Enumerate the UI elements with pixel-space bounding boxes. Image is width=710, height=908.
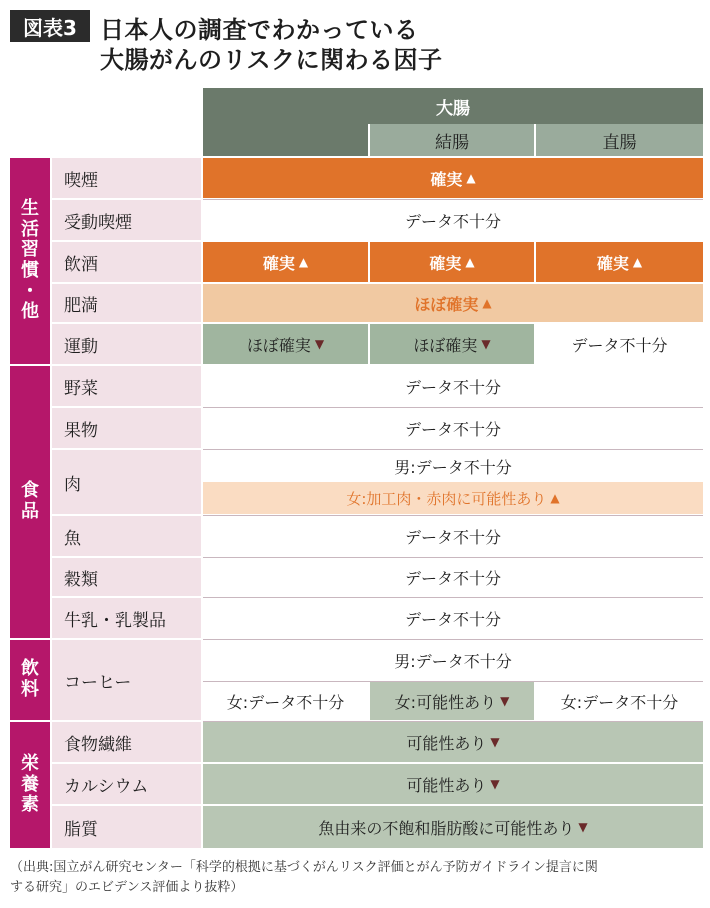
cell-fruit-text: データ不十分 (404, 419, 501, 439)
cell-passive-smoking (203, 200, 703, 240)
cell-vegetables-text: データ不十分 (404, 377, 501, 397)
arrow-up-icon: ▲ (465, 255, 475, 269)
cell-drinking-text: 確実 (429, 253, 462, 273)
category-nutrient-char: 養 (21, 773, 39, 795)
cell-meat-female-text: 女:加工肉・赤肉に可能性あり (346, 489, 547, 508)
cell-drinking-colon (370, 242, 534, 282)
cell-grains-text: データ不十分 (404, 568, 501, 588)
footnote (10, 858, 705, 898)
cell-drinking-text: 確実 (262, 253, 295, 273)
cell-obesity (203, 284, 703, 322)
cell-smoking-text: 確実 (430, 169, 463, 189)
footnote-line-2: する研究」のエビデンス評価より抜粋） (10, 880, 244, 896)
arrow-up-icon: ▲ (482, 296, 492, 310)
row-label-dairy-text: 牛乳・乳製品 (64, 610, 166, 631)
row-divider (203, 199, 703, 200)
cell-grains (203, 558, 703, 596)
cell-calcium (203, 764, 703, 804)
arrow-up-icon: ▲ (632, 255, 643, 269)
category-lifestyle-char: 活 (21, 218, 39, 240)
row-label-fiber-text: 食物繊維 (64, 734, 132, 755)
row-label-calcium-text: カルシウム (64, 776, 149, 797)
cell-exercise-text: データ不十分 (571, 335, 668, 355)
arrow-up-icon: ▲ (466, 171, 476, 185)
arrow-down-icon: ▼ (500, 694, 510, 708)
row-label-passive-smoking-text: 受動喫煙 (64, 212, 132, 233)
row-label-smoking-text: 喫煙 (64, 170, 98, 191)
row-label-grains-text: 穀類 (64, 569, 98, 590)
cell-fiber (203, 722, 703, 762)
category-nutrient-char: 素 (21, 794, 39, 816)
row-divider (203, 449, 703, 450)
arrow-down-icon: ▼ (490, 735, 500, 749)
cell-fish (203, 516, 703, 556)
category-lifestyle (10, 158, 50, 364)
header-colon (370, 124, 534, 156)
header-colon-label: 結腸 (435, 132, 469, 153)
row-divider (203, 681, 703, 682)
title-line-2: 大腸がんのリスクに関わる因子 (100, 46, 443, 74)
category-lifestyle-char: 慣 (21, 260, 39, 281)
row-label-fiber (52, 722, 201, 762)
cell-calcium-text: 可能性あり (406, 775, 487, 795)
cell-meat-male-text: 男:データ不十分 (394, 457, 512, 477)
row-label-grains (52, 558, 201, 596)
row-divider (203, 597, 703, 598)
category-lifestyle-char: 生 (21, 197, 39, 219)
row-label-meat (52, 450, 201, 514)
cell-exercise-large-intestine (203, 324, 368, 364)
cell-smoking (203, 158, 703, 198)
cell-coffee-male-text: 男:データ不十分 (394, 651, 512, 671)
row-divider (203, 557, 703, 558)
cell-fat-text: 魚由来の不飽和脂肪酸に可能性あり (318, 818, 575, 838)
row-divider (203, 515, 703, 516)
row-label-passive-smoking (52, 200, 201, 240)
cell-dairy-text: データ不十分 (404, 609, 501, 629)
arrow-down-icon: ▼ (314, 337, 325, 351)
row-divider (203, 639, 703, 640)
cell-coffee-male (203, 640, 703, 680)
footnote-line-1: （出典:国立がん研究センター「科学的根拠に基づくがんリスク評価とがん予防ガイドライン提言に関 (10, 860, 598, 875)
category-nutrient-char: 栄 (21, 752, 39, 774)
header-large-intestine (203, 88, 703, 124)
cell-meat-male (203, 450, 703, 482)
category-food-char: 食 (21, 480, 39, 502)
cell-drinking-large-intestine (203, 242, 368, 282)
category-food (10, 366, 50, 638)
row-label-drinking-text: 飲酒 (64, 254, 98, 275)
row-label-fat (52, 806, 201, 848)
cell-exercise-text: ほぼ確実 (413, 335, 478, 355)
arrow-up-icon: ▲ (550, 491, 560, 505)
cell-exercise-text: ほぼ確実 (246, 335, 311, 355)
row-label-exercise-text: 運動 (64, 336, 98, 357)
cell-vegetables (203, 366, 703, 406)
category-lifestyle-char: 他 (21, 301, 39, 323)
cell-exercise-colon (370, 324, 534, 364)
row-label-exercise (52, 324, 201, 364)
row-divider (203, 721, 703, 722)
row-label-fruit (52, 408, 201, 448)
row-label-fat-text: 脂質 (64, 819, 98, 840)
row-label-coffee-text: コーヒー (64, 672, 132, 693)
row-label-meat-text: 肉 (64, 474, 81, 495)
category-drink (10, 640, 50, 720)
cell-drinking-text: 確実 (596, 253, 629, 273)
cell-exercise-rectum (536, 324, 703, 364)
header-large-intestine-label: 大腸 (436, 98, 470, 119)
category-drink-char: 飲 (21, 658, 39, 680)
cell-meat-female (203, 482, 703, 514)
cell-drinking-rectum (536, 242, 703, 282)
row-label-vegetables-text: 野菜 (64, 378, 98, 399)
category-lifestyle-char: 習 (21, 239, 39, 261)
cell-coffee-female-large-intestine (203, 682, 368, 720)
category-nutrient (10, 722, 50, 848)
row-divider (203, 407, 703, 408)
arrow-down-icon: ▼ (481, 337, 491, 351)
arrow-up-icon: ▲ (298, 255, 309, 269)
row-label-drinking (52, 242, 201, 282)
header-rectum (536, 124, 703, 156)
row-label-fruit-text: 果物 (64, 420, 98, 441)
row-label-smoking (52, 158, 201, 198)
cell-coffee-female-text: 女:データ不十分 (226, 692, 345, 712)
cell-dairy (203, 598, 703, 638)
cell-passive-smoking-text: データ不十分 (404, 211, 501, 231)
row-label-coffee (52, 640, 201, 720)
row-label-fish-text: 魚 (64, 528, 81, 549)
cell-obesity-text: ほぼ確実 (414, 294, 479, 314)
cell-coffee-female-rectum (536, 682, 703, 720)
row-label-calcium (52, 764, 201, 804)
title-line-1: 日本人の調査でわかっている (100, 16, 419, 44)
arrow-down-icon: ▼ (490, 777, 500, 791)
row-label-vegetables (52, 366, 201, 406)
cell-fiber-text: 可能性あり (406, 733, 487, 753)
cell-fish-text: データ不十分 (404, 527, 501, 547)
figure-badge: 図表3 (10, 10, 90, 42)
category-drink-char: 料 (21, 679, 39, 700)
cell-fruit (203, 408, 703, 448)
row-label-dairy (52, 598, 201, 638)
arrow-down-icon: ▼ (578, 820, 588, 834)
row-label-obesity-text: 肥満 (64, 295, 98, 316)
header-rectum-label: 直腸 (602, 132, 637, 153)
row-label-fish (52, 516, 201, 556)
cell-coffee-female-text: 女:データ不十分 (560, 692, 679, 712)
cell-coffee-female-text: 女:可能性あり (394, 692, 497, 712)
cell-fat (203, 806, 703, 848)
category-food-char: 品 (21, 501, 39, 522)
row-label-obesity (52, 284, 201, 322)
header-blank (203, 124, 368, 156)
category-lifestyle-char: ・ (21, 280, 39, 302)
cell-coffee-female-colon (370, 682, 534, 720)
